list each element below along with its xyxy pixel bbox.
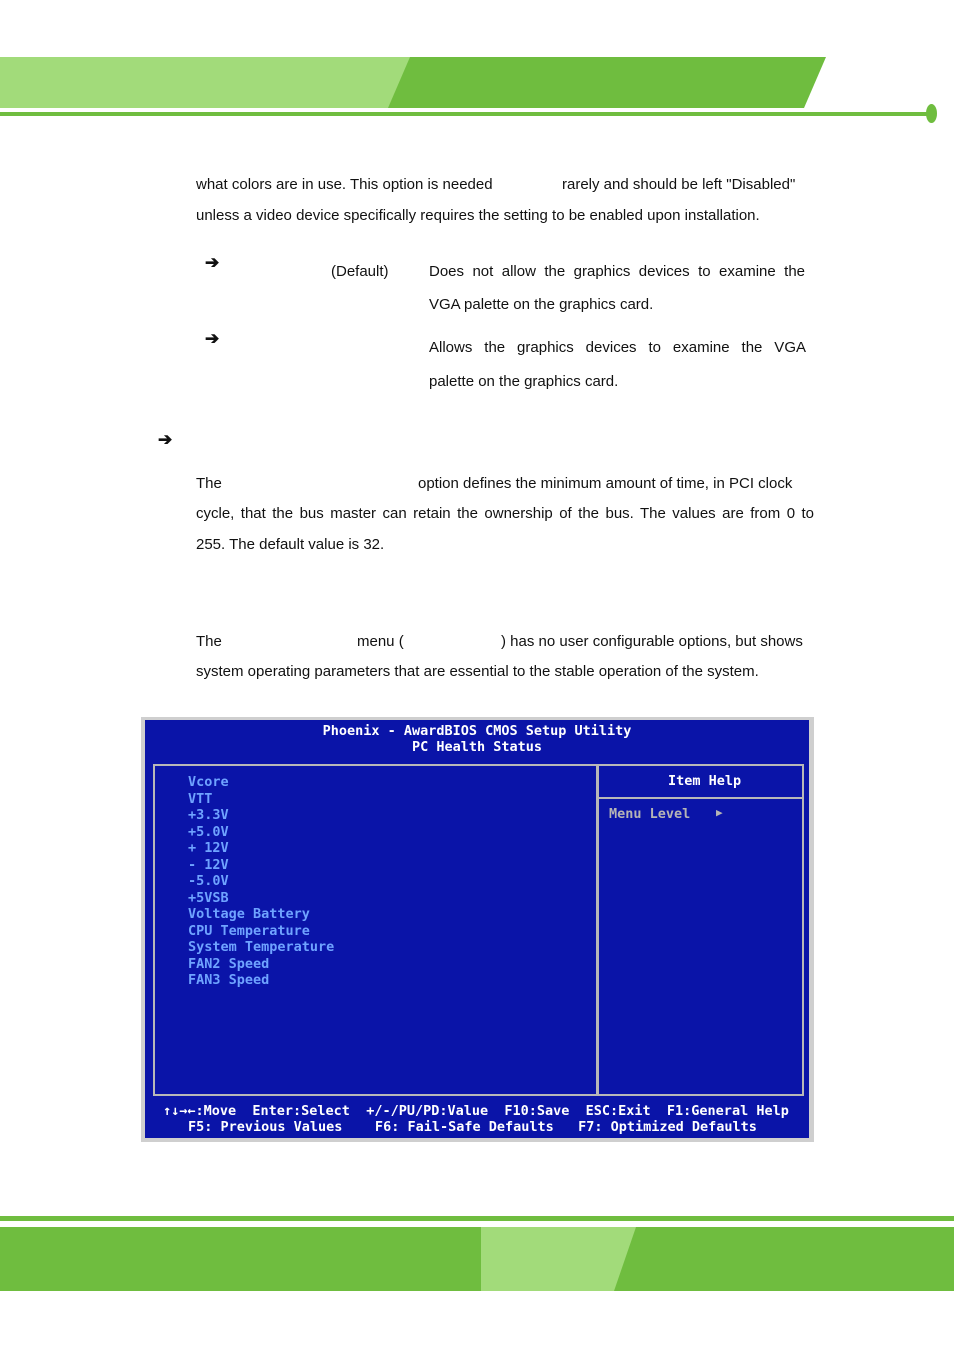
option-arrow-icon: ➔: [205, 253, 220, 272]
health-para-line1b: menu (: [357, 633, 404, 650]
bios-item-5v[interactable]: +5.0V: [188, 823, 229, 840]
header-band-light: [0, 57, 420, 108]
latency-para-line1a: The: [196, 475, 222, 492]
bios-item-vcore[interactable]: Vcore: [188, 774, 229, 790]
option-desc-line1: Does not allow the graphics devices to examine the: [429, 263, 805, 280]
bios-subtitle: PC Health Status: [411, 739, 543, 755]
health-para-line1a: The: [196, 633, 222, 650]
bios-item-system-temperature[interactable]: System Temperature: [188, 939, 335, 955]
bios-item-3v3[interactable]: +3.3V: [188, 807, 229, 823]
menu-level-arrow-icon: ▶: [716, 806, 723, 819]
bios-title: Phoenix - AwardBIOS CMOS Setup Utility: [322, 723, 632, 739]
bios-help-panel: [597, 764, 804, 1096]
bios-item-vtt[interactable]: VTT: [188, 790, 213, 807]
bios-item-neg12v[interactable]: - 12V: [188, 856, 229, 873]
bios-item-fan2-speed[interactable]: FAN2 Speed: [188, 955, 270, 972]
health-para-line2: system operating parameters that are essential to the stable operation of the system.: [196, 663, 759, 680]
footer-band: [0, 1227, 954, 1291]
bios-menu-level: Menu Level: [609, 806, 691, 822]
bios-item-12v[interactable]: + 12V: [188, 840, 229, 856]
option-arrow-icon: ➔: [205, 329, 220, 348]
footer-rule: [0, 1216, 954, 1221]
bios-help-title: Item Help: [668, 773, 742, 789]
vga-para-line2: unless a video device specifically requires the setting to be enabled upon installation.: [196, 207, 760, 224]
bios-item-neg5v[interactable]: -5.0V: [188, 873, 229, 889]
bios-main-panel: [153, 764, 598, 1096]
bios-screen: [145, 720, 809, 1138]
header-rule: [0, 112, 932, 116]
option-desc-line1: Allows the graphics devices to examine the VGA: [429, 339, 806, 356]
vga-para-line1a: what colors are in use. This option is needed: [196, 176, 493, 193]
health-para-line1c: ) has no user configurable options, but shows: [501, 633, 803, 650]
option-desc-line2: palette on the graphics card.: [429, 373, 619, 390]
bios-item-5vsb[interactable]: +5VSB: [188, 889, 229, 906]
option-desc-line2: VGA palette on the graphics card.: [429, 296, 654, 313]
bios-footer-row1: ↑↓→←:Move Enter:Select +/-/PU/PD:Value F10:Save ESC:Exit F1:General Help: [163, 1103, 789, 1119]
footer-band-light: [481, 1227, 636, 1291]
latency-para-line1b: option defines the minimum amount of time, in PCI clock: [418, 475, 793, 492]
header-band-dark: [388, 57, 826, 108]
header-rule-endcap: [926, 104, 937, 123]
bios-item-voltage-battery[interactable]: Voltage Battery: [188, 906, 310, 922]
option-default-tag: (Default): [331, 263, 389, 280]
section-arrow-icon: ➔: [158, 430, 173, 449]
bios-footer-row2: F5: Previous Values F6: Fail-Safe Defaults F7: Optimized Defaults: [188, 1119, 757, 1135]
latency-para-line2: cycle, that the bus master can retain the ownership of the bus. The values are from 0 to: [196, 505, 814, 522]
vga-para-line1b: rarely and should be left "Disabled": [562, 176, 796, 193]
latency-para-line3: 255. The default value is 32.: [196, 536, 385, 553]
bios-help-divider: [599, 797, 802, 799]
bios-item-fan3-speed[interactable]: FAN3 Speed: [188, 972, 270, 988]
bios-item-cpu-temperature[interactable]: CPU Temperature: [188, 922, 310, 939]
